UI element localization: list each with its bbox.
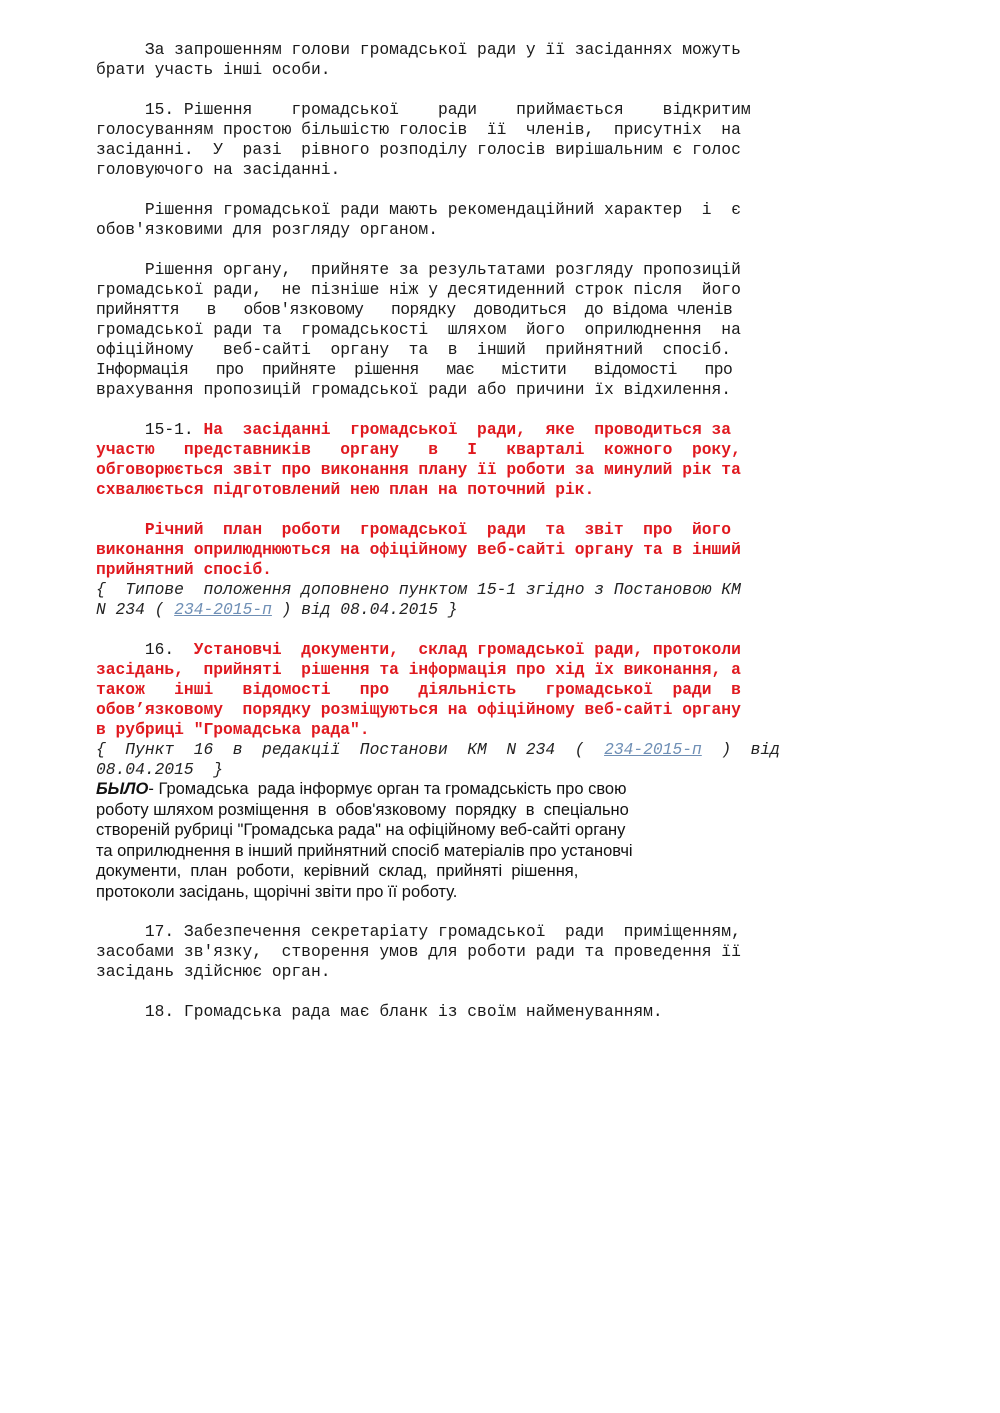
text-line: засіданні. У разі рівного розподілу голосів вирішальним є голос xyxy=(96,140,741,159)
text-line: головуючого на засіданні. xyxy=(96,160,341,179)
text-line: Рішення органу, прийняте за результатами розгляду пропозицій xyxy=(96,260,741,279)
text-line xyxy=(96,600,796,620)
note-text: { Пункт 16 в редакції Постанови КМ N 234 ( xyxy=(96,740,605,759)
paragraph-annual-plan xyxy=(96,520,796,580)
note-text: N 234 ( xyxy=(96,600,175,619)
paragraph-number: 16. xyxy=(96,640,194,659)
paragraph-16 xyxy=(96,640,796,740)
text-line: громадської ради та громадськості шляхом його оприлюднення на xyxy=(96,320,741,339)
text-line xyxy=(96,640,796,660)
text-line: виконання оприлюднюються на офіційному веб-сайті органу та в інший xyxy=(96,540,741,559)
text-line: Інформація про прийняте рішення має містити відомості про xyxy=(96,360,733,379)
previous-version-mark: БЫЛО xyxy=(96,780,149,798)
note-text: ) від 08.04.2015 } xyxy=(271,600,458,619)
document-page xyxy=(96,40,796,1022)
text-line: засідань, прийняті рішення та інформація про хід їх виконання, а xyxy=(96,660,741,679)
text-line xyxy=(96,420,796,440)
text-line: прийняття в обов'язковому порядку доводиться до відома членів xyxy=(96,300,733,319)
paragraph-number: 15-1. xyxy=(96,420,204,439)
highlighted-text: На засіданні громадської ради, яке проводиться за xyxy=(203,420,732,439)
paragraph-15-1 xyxy=(96,420,796,500)
text-line: засобами зв'язку, створення умов для роботи ради та проведення її xyxy=(96,942,741,961)
text-line: { Типове положення доповнено пунктом 15-1 згідно з Постановою КМ xyxy=(96,580,741,599)
text-line: 08.04.2015 } xyxy=(96,760,224,779)
text-line: схвалюється підготовлений нею план на поточний рік. xyxy=(96,480,595,499)
highlighted-text: Установчі документи, склад громадської ради, протоколи xyxy=(193,640,741,659)
paragraph-15 xyxy=(96,100,796,180)
text-line: обговорюється звіт про виконання плану її роботи за минулий рік та xyxy=(96,460,741,479)
text-line: також інші відомості про діяльність громадської ради в xyxy=(96,680,741,699)
text-line: офіційному веб-сайті органу та в інший прийнятний спосіб. xyxy=(96,340,732,359)
text-line: обов'язковими для розгляду органом. xyxy=(96,220,438,239)
text-line: 18. Громадська рада має бланк із своїм найменуванням. xyxy=(96,1002,663,1021)
text-line: 17. Забезпечення секретаріату громадської ради приміщенням, xyxy=(96,922,741,941)
resolution-link[interactable]: 234-2015-п xyxy=(604,740,702,759)
text-line: документи, план роботи, керівний склад, прийняті рішення, xyxy=(96,862,579,880)
text-line: громадської ради, не пізніше ніж у десятиденний строк після його xyxy=(96,280,741,299)
text-line: протоколи засідань, щорічні звіти про її роботу. xyxy=(96,882,458,901)
text-line: участю представників органу в I кварталі кожного року, xyxy=(96,440,741,459)
text-line: засідань здійснює орган. xyxy=(96,962,331,981)
paragraph-17 xyxy=(96,922,796,982)
previous-version-block xyxy=(96,779,796,902)
text-line: в рубриці "Громадська рада". xyxy=(96,720,370,739)
text-line: обов’язковому порядку розміщуються на офіційному веб-сайті органу xyxy=(96,700,741,719)
paragraph-recommendation xyxy=(96,200,796,240)
resolution-link[interactable]: 234-2015-п xyxy=(174,600,272,619)
paragraph-organ-decision xyxy=(96,260,796,400)
text-line xyxy=(96,779,796,800)
text-line: 15. Рішення громадської ради приймається відкритим xyxy=(96,100,751,119)
text-line: голосуванням простою більшістю голосів її членів, присутніх на xyxy=(96,120,741,139)
note-text: ) від xyxy=(701,740,780,759)
text-line: роботу шляхом розміщення в обов'язковому порядку в спеціально xyxy=(96,800,629,819)
text-line: врахування пропозицій громадської ради або причини їх відхилення. xyxy=(96,380,732,399)
text-line: Річний план роботи громадської ради та звіт про його xyxy=(96,520,732,539)
amendment-note-16 xyxy=(96,740,796,780)
text-line: За запрошенням голови громадської ради у її засіданнях можуть xyxy=(96,40,741,59)
paragraph-18 xyxy=(96,1002,796,1022)
text-line: прийнятний спосіб. xyxy=(96,560,272,579)
text-line: брати участь інші особи. xyxy=(96,60,331,79)
text-line: та оприлюднення в інший прийнятний спосіб матеріалів про установчі xyxy=(96,841,633,860)
paragraph-invitation xyxy=(96,40,796,80)
previous-version-text: - Громадська рада інформує орган та громадськість про свою xyxy=(148,780,627,798)
text-line: Рішення громадської ради мають рекомендаційний характер і є xyxy=(96,200,741,219)
text-line xyxy=(96,740,796,760)
text-line: створеній рубриці "Громадська рада" на офіційному веб-сайті органу xyxy=(96,821,626,839)
amendment-note-15-1 xyxy=(96,580,796,620)
